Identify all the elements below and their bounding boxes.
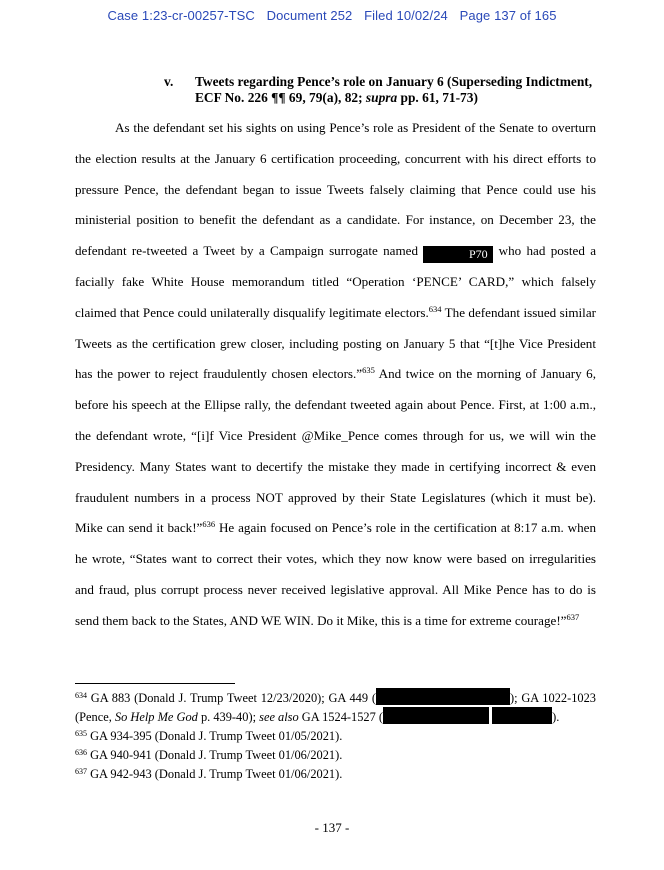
body-paragraph: As the defendant set his sights on using Pence’s role as President of the Senate to overturn the election results at the January 6 certification proceeding, concurrent with his direct efforts to pressure Pence, the defendant began to issue Tweets falsely claiming that Pence could use his ministerial position to benefit the defendant as a candidate. For instance, on December 23, the defendant re-tweeted a Tweet by a Campaign surrogate named P70 who had posted a facially fake White House memorandum titled “Operation ‘PENCE’ CARD,” which falsely claimed that Pence could unilaterally disqualify legitimate electors.$^{634}$ The defendant issued similar Tweets as the certification grew closer, including posting on January 5 that “[t]he Vice President has the power to reject fraudulently chosen electors.”$^{635}$ And twice on the morning of January 6, before his speech at the Ellipse rally, the defendant tweeted again about Pence. First, at 1:00 a.m., the defendant wrote, “[i]f Vice President @Mike_Pence comes through for us, we will win the Presidency. Many States want to decertify the mistake they made in certifying incorrect & even fraudulent numbers in a process NOT approved by their State Legislatures (which it must be). Mike can send it back!”$^{636}$ He again focused on Pence’s role in the certification at 8:17 a.m. when he wrote, “States want to correct their votes, which they now know were based on irregularities and fraud, plus corrupt process never received legislative approval. All Mike Pence has to do is send them back to the States, AND WE WIN. Do it Mike, this is a time for extreme courage!”$^{637}$ (75, 120, 597, 628)
page-count: Page 137 of 165 (459, 8, 557, 23)
section-title: Tweets regarding Pence’s role on January 6 (Superseding Indictment, ECF No. 226 ¶¶ 69, 79(a), 82; supra pp. 61, 71-73) (195, 74, 593, 105)
filed-date: Filed 10/02/24 (364, 8, 448, 23)
redaction-box (376, 688, 510, 705)
footnote-ref: 636 (202, 519, 216, 530)
footnotes (75, 688, 596, 786)
footnote-634: $^{634}$ GA 883 (Donald J. Trump Tweet 12/23/2020); GA 449 ( ); GA 1022-1023 (Pence, So Help Me God p. 439-40); see also GA 1524-1527 ( ). (75, 688, 596, 725)
footnote-divider (75, 683, 235, 684)
page-header (0, 8, 664, 23)
redaction-box (383, 707, 489, 724)
redaction-box: P70 (423, 246, 493, 263)
footnote-635: $^{635}$ GA 934-395 (Donald J. Trump Tweet 01/05/2021). (75, 728, 343, 743)
document-number: Document 252 (266, 8, 353, 23)
footnote-ref: 637 (566, 611, 580, 622)
footnote-ref: 634 (428, 303, 442, 314)
redaction-box (492, 707, 552, 724)
footnote-637: $^{637}$ GA 942-943 (Donald J. Trump Tweet 01/06/2021). (75, 766, 343, 781)
section-number: v. (164, 74, 174, 89)
case-number: Case 1:23-cr-00257-TSC (107, 8, 255, 23)
footnote-636: $^{636}$ GA 940-941 (Donald J. Trump Tweet 01/06/2021). (75, 747, 343, 762)
page-number: - 137 - (314, 820, 350, 835)
footnote-ref: 635 (362, 365, 375, 376)
